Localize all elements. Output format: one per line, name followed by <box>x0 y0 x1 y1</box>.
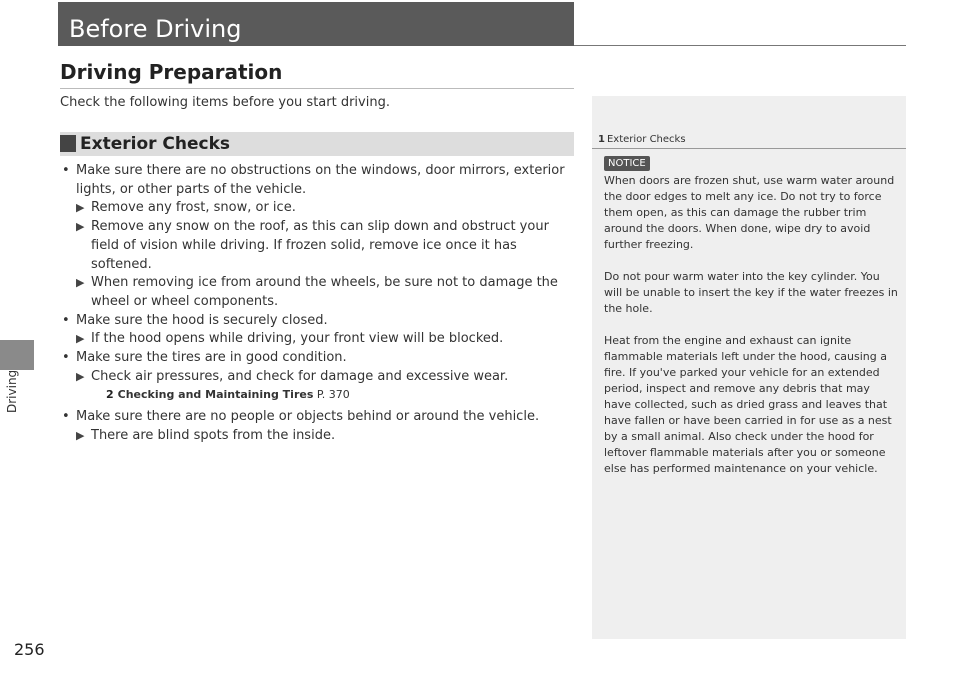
list-item: • Make sure the tires are in good condition. <box>60 349 576 368</box>
arrow-right-icon: ▶ <box>76 429 85 443</box>
side-note-rule <box>592 148 906 149</box>
arrow-right-icon: ▶ <box>76 201 85 215</box>
chapter-tab <box>0 340 34 370</box>
subsection-title: Exterior Checks <box>80 134 231 154</box>
page-header <box>58 2 574 46</box>
list-item: • Make sure there are no obstructions on the windows, door mirrors, exterior lights, or other parts of the vehicle. <box>62 163 565 197</box>
checklist <box>60 162 576 446</box>
header-rule <box>574 45 906 46</box>
bullet-icon: • <box>62 409 70 425</box>
note-paragraph: Do not pour warm water into the key cylinder. You will be unable to insert the key if the water freezes in the hole. <box>604 270 898 315</box>
list-subitem: ▶ Remove any frost, snow, or ice. <box>60 199 576 218</box>
square-marker-icon <box>60 135 76 152</box>
bullet-icon: • <box>62 350 70 366</box>
list-subitem: ▶ There are blind spots from the inside. <box>60 427 576 446</box>
list-item: • Make sure the hood is securely closed. <box>60 312 576 331</box>
arrow-right-icon: ▶ <box>76 369 85 383</box>
page-title: Before Driving <box>69 15 242 43</box>
side-note-label: 1 Exterior Checks <box>598 134 686 145</box>
bullet-icon: • <box>62 163 70 178</box>
list-subitem: ▶ Remove any snow on the roof, as this can slip down and obstruct your field of vision while driving. If frozen solid, remove ice once it has softened. <box>76 219 549 272</box>
bullet-icon: • <box>62 312 70 328</box>
subsection-heading <box>60 132 574 156</box>
arrow-right-icon: ▶ <box>76 220 85 234</box>
list-item: • Make sure there are no people or objects behind or around the vehicle. <box>60 408 576 427</box>
page-number: 256 <box>14 640 45 659</box>
chapter-label: Driving <box>5 370 19 414</box>
note-paragraph: When doors are frozen shut, use warm water around the door edges to melt any ice. Do not try to force them open, as this can damage the rubber trim around the doors. When done, wipe dry to avoid further freezing. <box>604 174 895 251</box>
notice-badge: NOTICE <box>604 156 650 171</box>
note-number: 1 <box>598 134 605 145</box>
section-intro: Check the following items before you start driving. <box>60 95 390 110</box>
note-paragraph: Heat from the engine and exhaust can ignite flammable materials left under the hood, causing a fire. If you've parked your vehicle for an extended period, inspect and remove any debris that may have collected, such as dried grass and leaves that have fallen or have been carried in for use as a nest by a small animal. Also check under the hood for leftover flammable materials after you or someone else has performed maintenance on your vehicle. <box>604 334 892 475</box>
page-reference-icon: 2 <box>106 388 114 402</box>
list-subitem: ▶ If the hood opens while driving, your front view will be blocked. <box>60 330 576 349</box>
section-rule <box>60 88 574 89</box>
list-subitem: ▶ When removing ice from around the wheels, be sure not to damage the wheel or wheel components. <box>76 275 558 309</box>
arrow-right-icon: ▶ <box>76 332 85 346</box>
page-reference-link[interactable]: 2 Checking and Maintaining Tires P. 370 <box>60 386 576 404</box>
arrow-right-icon: ▶ <box>76 276 85 290</box>
section-title: Driving Preparation <box>60 60 283 84</box>
side-note-text <box>604 173 898 477</box>
list-subitem: ▶ Check air pressures, and check for damage and excessive wear. <box>60 368 576 387</box>
